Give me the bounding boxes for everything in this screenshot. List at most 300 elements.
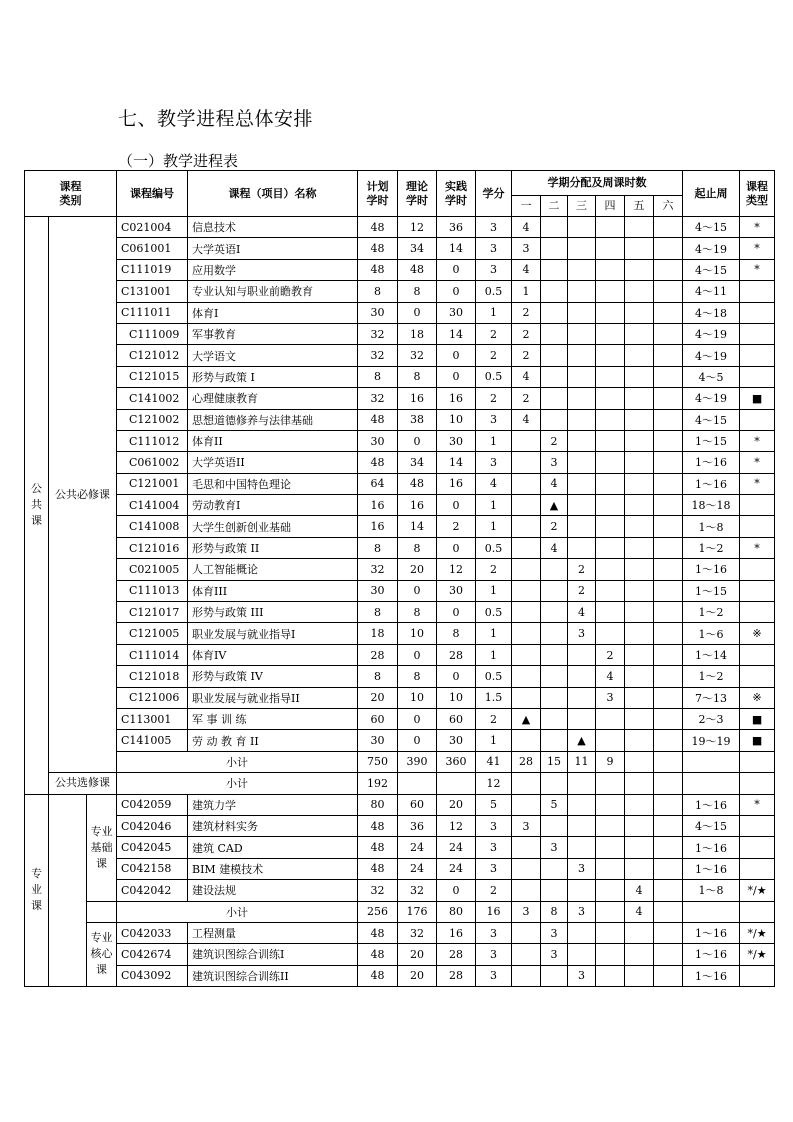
course-code: C111012	[117, 430, 188, 451]
semester-hours: 8	[541, 901, 568, 922]
semester-hours	[654, 858, 683, 879]
week-range: 2～3	[683, 708, 740, 729]
practice-hours: 30	[437, 730, 476, 751]
header-practice-hours: 实践 学时	[437, 171, 476, 217]
course-code: C021004	[117, 217, 188, 238]
theory-hours: 60	[398, 794, 437, 815]
semester-hours	[512, 516, 541, 537]
planned-hours: 48	[358, 815, 398, 836]
semester-hours	[654, 537, 683, 558]
blank-cell	[87, 901, 117, 922]
practice-hours: 30	[437, 430, 476, 451]
week-range: 1～6	[683, 623, 740, 644]
course-type: */★	[740, 880, 775, 901]
theory-hours: 38	[398, 409, 437, 430]
credit: 1	[476, 580, 512, 601]
semester-hours	[568, 217, 596, 238]
course-name: 应用数学	[188, 259, 358, 280]
semester-hours	[512, 452, 541, 473]
week-range: 1～16	[683, 837, 740, 858]
credit: 0.5	[476, 602, 512, 623]
semester-hours	[568, 495, 596, 516]
course-name: 劳 动 教 育 II	[188, 730, 358, 751]
semester-hours	[625, 281, 654, 302]
course-type: ※	[740, 687, 775, 708]
course-code: C121002	[117, 409, 188, 430]
semester-hours: 3	[541, 452, 568, 473]
semester-hours	[625, 666, 654, 687]
semester-hours	[596, 281, 625, 302]
semester-hours	[512, 922, 541, 943]
practice-hours: 16	[437, 922, 476, 943]
planned-hours: 8	[358, 537, 398, 558]
semester-hours: 3	[512, 238, 541, 259]
semester-hours	[541, 666, 568, 687]
semester-hours	[512, 430, 541, 451]
credit: 1	[476, 430, 512, 451]
planned-hours: 16	[358, 516, 398, 537]
planned-hours: 256	[358, 901, 398, 922]
credit: 4	[476, 473, 512, 494]
theory-hours: 0	[398, 730, 437, 751]
course-type	[740, 409, 775, 430]
semester-hours	[654, 238, 683, 259]
header-semester: 二	[541, 196, 568, 217]
course-type: *	[740, 537, 775, 558]
semester-hours	[596, 602, 625, 623]
semester-hours	[541, 580, 568, 601]
semester-hours	[654, 259, 683, 280]
semester-hours	[541, 259, 568, 280]
semester-hours	[568, 409, 596, 430]
theory-hours: 20	[398, 944, 437, 965]
table-row	[25, 687, 775, 708]
credit: 16	[476, 901, 512, 922]
semester-hours	[654, 559, 683, 580]
table-row	[25, 858, 775, 879]
semester-hours	[596, 580, 625, 601]
theory-hours: 34	[398, 238, 437, 259]
semester-hours	[541, 217, 568, 238]
semester-hours: 2	[512, 388, 541, 409]
credit: 0.5	[476, 537, 512, 558]
course-name: 建筑识图综合训练II	[188, 965, 358, 986]
table-row	[25, 794, 775, 815]
course-code: C121001	[117, 473, 188, 494]
header-name: 课程（项目）名称	[188, 171, 358, 217]
semester-hours: 4	[512, 217, 541, 238]
practice-hours: 60	[437, 708, 476, 729]
course-code: C141004	[117, 495, 188, 516]
header-category: 课程 类别	[25, 171, 117, 217]
theory-hours: 8	[398, 281, 437, 302]
semester-hours: 4	[512, 409, 541, 430]
semester-hours: 2	[512, 323, 541, 344]
semester-hours	[625, 730, 654, 751]
course-type	[740, 602, 775, 623]
semester-hours: 3	[568, 623, 596, 644]
course-name: 形势与政策 IV	[188, 666, 358, 687]
credit: 41	[476, 751, 512, 772]
course-code: C111014	[117, 644, 188, 665]
week-range: 1～16	[683, 473, 740, 494]
semester-hours	[596, 259, 625, 280]
semester-hours: 3	[541, 922, 568, 943]
header-semester-group: 学期分配及周课时数	[512, 171, 683, 196]
semester-hours	[654, 580, 683, 601]
semester-hours: 2	[512, 302, 541, 323]
planned-hours: 48	[358, 858, 398, 879]
semester-hours	[596, 430, 625, 451]
practice-hours: 0	[437, 345, 476, 366]
semester-hours: 9	[596, 751, 625, 772]
practice-hours: 36	[437, 217, 476, 238]
semester-hours	[512, 944, 541, 965]
semester-hours	[568, 794, 596, 815]
semester-hours: 4	[625, 880, 654, 901]
course-code: C042158	[117, 858, 188, 879]
subtotal-label: 小计	[117, 773, 358, 794]
semester-hours	[568, 302, 596, 323]
planned-hours: 20	[358, 687, 398, 708]
semester-hours	[654, 366, 683, 387]
semester-hours	[568, 281, 596, 302]
course-type	[740, 580, 775, 601]
semester-hours	[596, 944, 625, 965]
planned-hours: 32	[358, 880, 398, 901]
semester-hours	[596, 217, 625, 238]
semester-hours	[625, 815, 654, 836]
course-name: 毛思和中国特色理论	[188, 473, 358, 494]
semester-hours	[512, 580, 541, 601]
semester-hours: 2	[541, 516, 568, 537]
table-row	[25, 388, 775, 409]
semester-hours: ▲	[541, 495, 568, 516]
course-type	[740, 815, 775, 836]
theory-hours: 24	[398, 858, 437, 879]
semester-hours	[625, 516, 654, 537]
course-code: C121006	[117, 687, 188, 708]
course-type	[740, 559, 775, 580]
group-professional: 专业课	[25, 794, 49, 987]
credit: 0.5	[476, 281, 512, 302]
semester-hours	[568, 452, 596, 473]
semester-hours	[541, 388, 568, 409]
semester-hours: 3	[568, 965, 596, 986]
semester-hours	[654, 815, 683, 836]
semester-hours	[541, 965, 568, 986]
theory-hours: 20	[398, 965, 437, 986]
credit: 3	[476, 944, 512, 965]
semester-hours	[568, 537, 596, 558]
semester-hours	[568, 259, 596, 280]
practice-hours	[437, 773, 476, 794]
theory-hours: 10	[398, 687, 437, 708]
semester-hours	[625, 537, 654, 558]
semester-hours	[625, 965, 654, 986]
table-row	[25, 730, 775, 751]
week-range: 18～18	[683, 495, 740, 516]
table-row	[25, 259, 775, 280]
semester-hours	[596, 837, 625, 858]
course-type	[740, 302, 775, 323]
semester-hours	[654, 452, 683, 473]
credit: 1	[476, 644, 512, 665]
course-code: C111011	[117, 302, 188, 323]
credit: 3	[476, 922, 512, 943]
planned-hours: 60	[358, 708, 398, 729]
course-code: C043092	[117, 965, 188, 986]
semester-hours	[654, 623, 683, 644]
planned-hours: 30	[358, 580, 398, 601]
week-range: 1～14	[683, 644, 740, 665]
planned-hours: 48	[358, 259, 398, 280]
semester-hours	[596, 559, 625, 580]
theory-hours: 16	[398, 495, 437, 516]
course-type	[740, 366, 775, 387]
semester-hours	[625, 302, 654, 323]
semester-hours	[541, 238, 568, 259]
course-name: 体育III	[188, 580, 358, 601]
planned-hours: 16	[358, 495, 398, 516]
table-row	[25, 281, 775, 302]
theory-hours: 10	[398, 623, 437, 644]
semester-hours	[654, 388, 683, 409]
group-public: 公共课	[25, 217, 49, 795]
header-code: 课程编号	[117, 171, 188, 217]
table-row	[25, 644, 775, 665]
planned-hours: 8	[358, 366, 398, 387]
planned-hours: 28	[358, 644, 398, 665]
semester-hours	[568, 666, 596, 687]
semester-hours	[596, 880, 625, 901]
semester-hours	[625, 580, 654, 601]
semester-hours	[568, 944, 596, 965]
semester-hours	[568, 815, 596, 836]
group-prof-basic: 专业基础课	[87, 794, 117, 901]
semester-hours	[512, 623, 541, 644]
course-type: */★	[740, 922, 775, 943]
semester-hours	[512, 837, 541, 858]
semester-hours	[512, 730, 541, 751]
planned-hours: 30	[358, 730, 398, 751]
semester-hours	[654, 495, 683, 516]
group-spacer	[49, 794, 87, 987]
table-row	[25, 409, 775, 430]
credit: 0.5	[476, 666, 512, 687]
course-code: C021005	[117, 559, 188, 580]
practice-hours: 360	[437, 751, 476, 772]
week-range: 1～15	[683, 430, 740, 451]
credit: 3	[476, 409, 512, 430]
semester-hours: 4	[512, 259, 541, 280]
planned-hours: 48	[358, 965, 398, 986]
semester-hours	[596, 965, 625, 986]
practice-hours: 16	[437, 473, 476, 494]
semester-hours: 4	[512, 366, 541, 387]
semester-hours: 3	[541, 944, 568, 965]
course-name: 大学英语I	[188, 238, 358, 259]
credit: 3	[476, 217, 512, 238]
header-semester: 五	[625, 196, 654, 217]
theory-hours: 32	[398, 880, 437, 901]
course-code: C121005	[117, 623, 188, 644]
week-range: 4～15	[683, 259, 740, 280]
semester-hours	[541, 880, 568, 901]
course-type	[740, 837, 775, 858]
week-range: 1～16	[683, 794, 740, 815]
course-code: C042042	[117, 880, 188, 901]
semester-hours	[596, 815, 625, 836]
semester-hours: 11	[568, 751, 596, 772]
practice-hours: 80	[437, 901, 476, 922]
credit: 3	[476, 815, 512, 836]
semester-hours	[568, 388, 596, 409]
course-name: 体育IV	[188, 644, 358, 665]
semester-hours	[541, 345, 568, 366]
practice-hours: 12	[437, 815, 476, 836]
semester-hours	[596, 516, 625, 537]
theory-hours: 8	[398, 537, 437, 558]
course-code: C121012	[117, 345, 188, 366]
semester-hours	[654, 281, 683, 302]
course-code: C042059	[117, 794, 188, 815]
course-type: ■	[740, 708, 775, 729]
week-range: 4～15	[683, 815, 740, 836]
semester-hours	[596, 730, 625, 751]
week-range: 4～18	[683, 302, 740, 323]
week-range: 1～2	[683, 602, 740, 623]
semester-hours: 3	[568, 858, 596, 879]
course-name: 建筑力学	[188, 794, 358, 815]
practice-hours: 28	[437, 644, 476, 665]
semester-hours: 4	[568, 602, 596, 623]
semester-hours	[568, 837, 596, 858]
semester-hours	[512, 773, 541, 794]
subtotal-label: 小计	[117, 751, 358, 772]
semester-hours	[512, 559, 541, 580]
semester-hours	[596, 388, 625, 409]
semester-hours	[654, 708, 683, 729]
semester-hours: 5	[541, 794, 568, 815]
semester-hours: 3	[512, 815, 541, 836]
semester-hours	[625, 259, 654, 280]
semester-hours	[596, 537, 625, 558]
semester-hours: ▲	[512, 708, 541, 729]
semester-hours	[654, 430, 683, 451]
theory-hours: 0	[398, 644, 437, 665]
practice-hours: 24	[437, 837, 476, 858]
course-name: 大学英语II	[188, 452, 358, 473]
theory-hours: 36	[398, 815, 437, 836]
course-name: BIM 建模技术	[188, 858, 358, 879]
semester-hours	[625, 452, 654, 473]
semester-hours	[654, 922, 683, 943]
course-type	[740, 858, 775, 879]
practice-hours: 2	[437, 516, 476, 537]
course-name: 军 事 训 练	[188, 708, 358, 729]
course-type: */★	[740, 944, 775, 965]
course-code: C111009	[117, 323, 188, 344]
planned-hours: 18	[358, 623, 398, 644]
semester-hours	[654, 302, 683, 323]
table-row	[25, 815, 775, 836]
planned-hours: 80	[358, 794, 398, 815]
semester-hours	[654, 965, 683, 986]
semester-hours	[654, 409, 683, 430]
credit: 12	[476, 773, 512, 794]
table-row	[25, 452, 775, 473]
semester-hours	[625, 217, 654, 238]
practice-hours: 30	[437, 302, 476, 323]
theory-hours: 16	[398, 388, 437, 409]
semester-hours	[512, 666, 541, 687]
semester-hours	[654, 473, 683, 494]
credit: 1	[476, 730, 512, 751]
semester-hours	[654, 837, 683, 858]
planned-hours: 48	[358, 944, 398, 965]
week-range	[683, 901, 740, 922]
credit: 2	[476, 559, 512, 580]
planned-hours: 48	[358, 922, 398, 943]
table-row	[25, 473, 775, 494]
semester-hours	[541, 687, 568, 708]
semester-hours	[625, 858, 654, 879]
practice-hours: 20	[437, 794, 476, 815]
practice-hours: 28	[437, 944, 476, 965]
course-name: 心理健康教育	[188, 388, 358, 409]
semester-hours	[625, 388, 654, 409]
semester-hours	[654, 944, 683, 965]
semester-hours: 4	[625, 901, 654, 922]
table-row	[25, 666, 775, 687]
credit: 2	[476, 708, 512, 729]
semester-hours	[512, 965, 541, 986]
semester-hours	[625, 687, 654, 708]
semester-hours	[654, 794, 683, 815]
table-row	[25, 430, 775, 451]
semester-hours	[625, 623, 654, 644]
table-row	[25, 965, 775, 986]
semester-hours	[596, 473, 625, 494]
course-type	[740, 901, 775, 922]
semester-hours	[625, 473, 654, 494]
course-type: *	[740, 794, 775, 815]
semester-hours	[568, 687, 596, 708]
semester-hours	[625, 751, 654, 772]
course-name: 形势与政策 III	[188, 602, 358, 623]
course-code: C121016	[117, 537, 188, 558]
week-range: 4～19	[683, 238, 740, 259]
subtotal-row	[25, 901, 775, 922]
practice-hours: 16	[437, 388, 476, 409]
course-name: 体育I	[188, 302, 358, 323]
semester-hours	[654, 644, 683, 665]
course-code: C141005	[117, 730, 188, 751]
practice-hours: 0	[437, 495, 476, 516]
credit: 3	[476, 965, 512, 986]
course-code: C141002	[117, 388, 188, 409]
semester-hours	[512, 687, 541, 708]
semester-hours	[568, 345, 596, 366]
week-range: 19～19	[683, 730, 740, 751]
week-range: 1～16	[683, 559, 740, 580]
course-type	[740, 773, 775, 794]
practice-hours: 14	[437, 238, 476, 259]
semester-hours	[512, 794, 541, 815]
semester-hours	[541, 409, 568, 430]
semester-hours	[596, 409, 625, 430]
